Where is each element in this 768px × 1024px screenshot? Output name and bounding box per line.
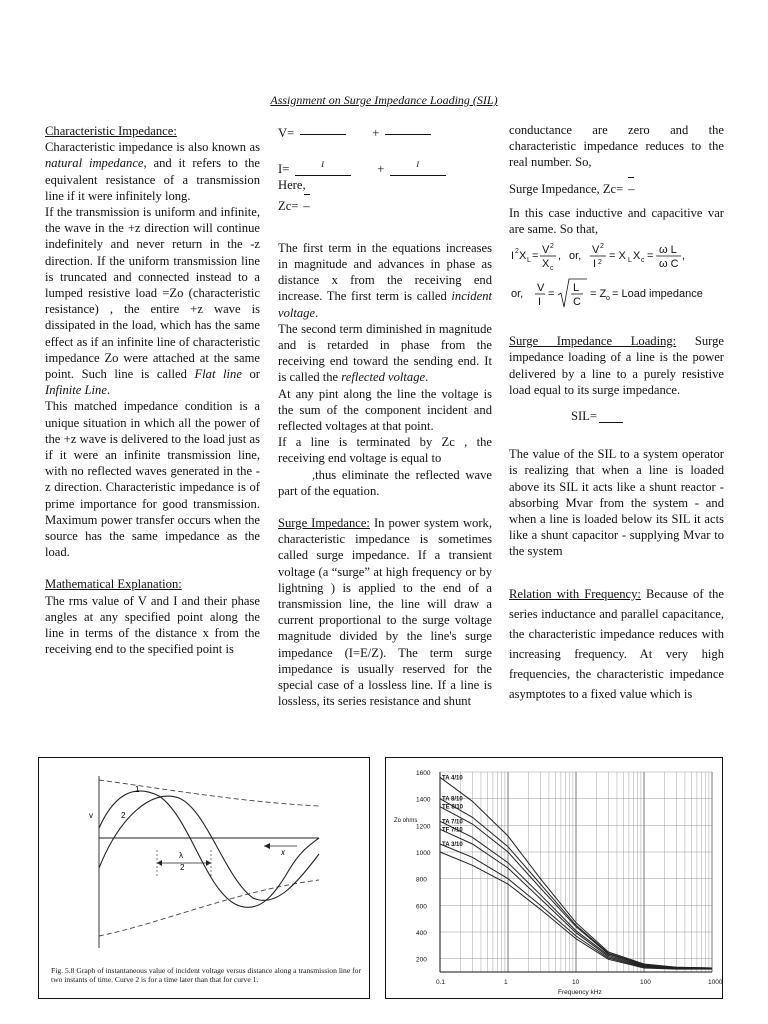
svg-text:2: 2 bbox=[600, 243, 604, 251]
zc-equation-lhs: Zc= bbox=[278, 198, 299, 213]
curve-2 bbox=[99, 796, 319, 900]
i-term-2: I bbox=[390, 165, 446, 176]
svg-text:c: c bbox=[550, 265, 554, 273]
x-tick-label: 0.1 bbox=[436, 979, 446, 986]
surge-impedance-zc-label: Surge Impedance, Zc= bbox=[509, 181, 624, 196]
svg-text:V: V bbox=[542, 244, 550, 257]
para-char-1-em: natural impedance bbox=[45, 156, 144, 171]
para-sil-value: The value of the SIL to a system operator is realizing that when a line is loaded above its SIL it acts like a shunt reactor - absorbing Mvar from the system - and when a line is loaded below its SIL it acts like a shunt capacitor - supplying Mvar to the system bbox=[509, 447, 724, 559]
flat-line-term: Flat line bbox=[194, 367, 242, 382]
x-tick-label: 1 bbox=[504, 979, 508, 986]
formula-or-2: or, bbox=[511, 288, 524, 301]
svg-text:L: L bbox=[573, 282, 580, 295]
y-tick-label: 200 bbox=[416, 956, 427, 964]
svg-text:V: V bbox=[592, 244, 600, 257]
para-char-3: This matched impedance condition is a unique situation in which all the power of the +z wave is delivered to the load just as if it were an infinite transmission line, with no reflected waves generated in the -z direction. Characteristic impedance is of prime importance for good transmission. Maximum power transfer occurs when the source has the same impedance as the load. bbox=[45, 399, 260, 560]
period: . bbox=[106, 383, 111, 398]
svg-text:2: 2 bbox=[550, 243, 554, 251]
svg-text:=: = bbox=[647, 250, 654, 263]
zc-value: – bbox=[628, 181, 635, 196]
y-axis-label: Zo ohms bbox=[394, 818, 418, 824]
period: . bbox=[425, 370, 429, 385]
impedance-formula bbox=[509, 243, 724, 315]
column-3 bbox=[509, 122, 724, 704]
svg-text:I: I bbox=[538, 296, 542, 309]
para-sil: Surge impedance loading of a line is the power delivered by a line to a purely resistive load equal to its surge impedance. bbox=[509, 334, 724, 397]
infinite-line-term: Infinite Line bbox=[45, 383, 107, 398]
series-legend-label: TA 7/10 bbox=[442, 819, 463, 826]
series-legend-label: TE 8/10 bbox=[442, 804, 464, 811]
i-term-1: I bbox=[295, 165, 351, 176]
i-plus: + bbox=[377, 162, 385, 177]
figure-incident-voltage bbox=[38, 757, 370, 999]
zc-value: – bbox=[303, 198, 310, 213]
para-char-1a: Characteristic impedance is also known as bbox=[45, 140, 260, 155]
series-legend-label: TA 4/10 bbox=[442, 775, 463, 782]
series-legend-label: TA 3/10 bbox=[442, 842, 463, 848]
y-tick-label: 1400 bbox=[416, 796, 431, 804]
curve-2-label: 2 bbox=[121, 811, 126, 820]
svg-text:2: 2 bbox=[515, 248, 519, 256]
lower-envelope bbox=[99, 880, 319, 936]
svg-text:X: X bbox=[633, 250, 641, 263]
para-char-2a: If the transmission is uniform and infinite, the wave in the +z direction will continue indefinitely and never return in the -z direction. If the uniform transmission line is truncated and connected instead to a lumped resistive load =Zo (characteristic resistance) , the entire +z wave is dissipated in the load, which has the same effect as if an infinite line of characteristic impedance Zo were attached at the same point. Such line is called bbox=[45, 205, 260, 382]
heading-sil: Surge Impedance Loading: bbox=[509, 334, 677, 349]
para-reflected: The second term diminished in magnitude and is retarded in phase from the receiving end toward the sending end. It is called the bbox=[278, 321, 492, 385]
column-1 bbox=[45, 123, 260, 658]
y-tick-label: 1000 bbox=[416, 850, 431, 857]
v-equation-lhs: V= bbox=[278, 126, 295, 140]
incident-voltage-term: incident voltage bbox=[278, 289, 492, 320]
x-axis-label: Frequency kHz bbox=[558, 989, 602, 996]
x-tick-label: 100 bbox=[640, 979, 651, 986]
para-terminated-b: ,thus eliminate the reflected wave part of the equation. bbox=[278, 467, 492, 498]
formula-load-impedance: = Load impedance bbox=[612, 288, 703, 301]
page-title: Assignment on Surge Impedance Loading (SIL) bbox=[270, 93, 498, 107]
lambda-label: λ bbox=[179, 851, 183, 860]
para-conductance: conductance are zero and the characteristic impedance reduces to the real number. So, bbox=[509, 123, 724, 170]
x-tick-label: 1000 bbox=[708, 979, 722, 986]
heading-characteristic-impedance: Characteristic Impedance: bbox=[45, 124, 177, 138]
svg-text:L: L bbox=[527, 257, 531, 265]
svg-text:,: , bbox=[558, 250, 562, 263]
para-sum: At any pint along the line the voltage is the sum of the component incident and reflected voltages at that point. bbox=[278, 386, 492, 434]
heading-surge-impedance: Surge Impedance: bbox=[278, 516, 370, 531]
formula-z: = Z bbox=[590, 288, 607, 301]
x-tick-label: 10 bbox=[572, 979, 580, 986]
column-2 bbox=[278, 123, 492, 710]
svg-text:=: = bbox=[548, 288, 555, 301]
para-char-1b: , and it refers to the equivalent resistance of a transmission line if it were infinitely long. bbox=[45, 156, 260, 203]
svg-text:=: = bbox=[532, 250, 539, 263]
series-legend-label: TF 7/10 bbox=[442, 827, 463, 834]
incident-voltage-plot bbox=[39, 758, 369, 963]
y-tick-label: 600 bbox=[416, 903, 427, 911]
formula-svg bbox=[509, 243, 724, 315]
here-label: Here, bbox=[278, 178, 306, 193]
figure-caption: Fig. 5.8 Graph of instantaneous value of incident voltage versus distance along a transmission line for two instants of time. Curve 2 is for a time later than that for curve 1. bbox=[51, 966, 361, 984]
svg-text:L: L bbox=[628, 257, 632, 265]
curve-1 bbox=[99, 791, 319, 907]
svg-text:X: X bbox=[519, 250, 527, 263]
y-tick-label: 1200 bbox=[416, 823, 431, 831]
zo-frequency-chart bbox=[386, 758, 722, 998]
formula-or-1: or, bbox=[569, 250, 582, 263]
svg-text:ω L: ω L bbox=[659, 244, 677, 257]
curve-1-label: 1 bbox=[135, 785, 140, 794]
sil-equation-lhs: SIL= bbox=[571, 409, 597, 424]
para-frequency: Because of the series inductance and parallel capacitance, the characteristic impedance reduces with increasing frequency. At very high frequencies, the characteristic impedance asymptotes to a fixed value which is bbox=[509, 586, 725, 701]
svg-text:= X: = X bbox=[609, 250, 626, 263]
sil-fraction bbox=[599, 412, 623, 423]
para-incident: The first term in the equations increases in magnitude and advances in phase as distance x from the receiving end increase. The first term is called bbox=[278, 240, 492, 304]
v-term-1 bbox=[300, 134, 346, 135]
period: . bbox=[315, 305, 319, 320]
svg-text:I: I bbox=[593, 258, 597, 271]
svg-text:X: X bbox=[542, 258, 550, 271]
para-var-same: In this case inductive and capacitive var are same. So that, bbox=[509, 205, 724, 237]
figure-zo-vs-frequency bbox=[385, 757, 723, 999]
y-tick-label: 400 bbox=[416, 930, 427, 937]
y-tick-label: 800 bbox=[416, 876, 427, 884]
upper-envelope bbox=[99, 780, 319, 806]
lambda-denominator: 2 bbox=[180, 863, 185, 872]
x-arrow-label: x bbox=[281, 848, 285, 857]
svg-text:o: o bbox=[606, 295, 610, 303]
svg-text:c: c bbox=[641, 257, 645, 265]
v-plus: + bbox=[372, 126, 380, 140]
svg-text:2: 2 bbox=[598, 259, 602, 267]
svg-text:,: , bbox=[682, 250, 686, 263]
i-equation-lhs: I= bbox=[278, 162, 290, 177]
or-word: or bbox=[241, 367, 260, 382]
heading-frequency: Relation with Frequency: bbox=[509, 586, 641, 601]
para-surge: In power system work, characteristic impedance is sometimes called surge impedance. If a transient voltage (a “surge” at high frequency or by lightning ) is applied to the end of a transmission line, the line will draw a current proportional to the surge voltage magnitude divided by the line's surge impedance (I=E/Z). The term surge impedance is usually reserved for the special case of a lossless line. If a line is lossless, its series resistance and shunt bbox=[278, 516, 492, 709]
para-terminated-a: If a line is terminated by Zc , the receiving end voltage is equal to bbox=[278, 435, 492, 466]
svg-text:V: V bbox=[537, 282, 545, 295]
v-term-2 bbox=[385, 134, 431, 135]
svg-text:C: C bbox=[573, 296, 581, 309]
y-tick-label: 1600 bbox=[416, 770, 431, 777]
svg-text:I: I bbox=[511, 250, 515, 263]
reflected-voltage-term: reflected voltage bbox=[341, 370, 426, 385]
heading-math-explanation: Mathematical Explanation: bbox=[45, 577, 182, 592]
y-axis-label: v bbox=[89, 811, 93, 820]
para-math: The rms value of V and I and their phase angles at any specified point along the line in terms of the distance x from the receiving end to the specified point is bbox=[45, 593, 260, 657]
series-legend-label: TA 8/10 bbox=[442, 796, 463, 803]
svg-text:ω C: ω C bbox=[659, 258, 679, 271]
